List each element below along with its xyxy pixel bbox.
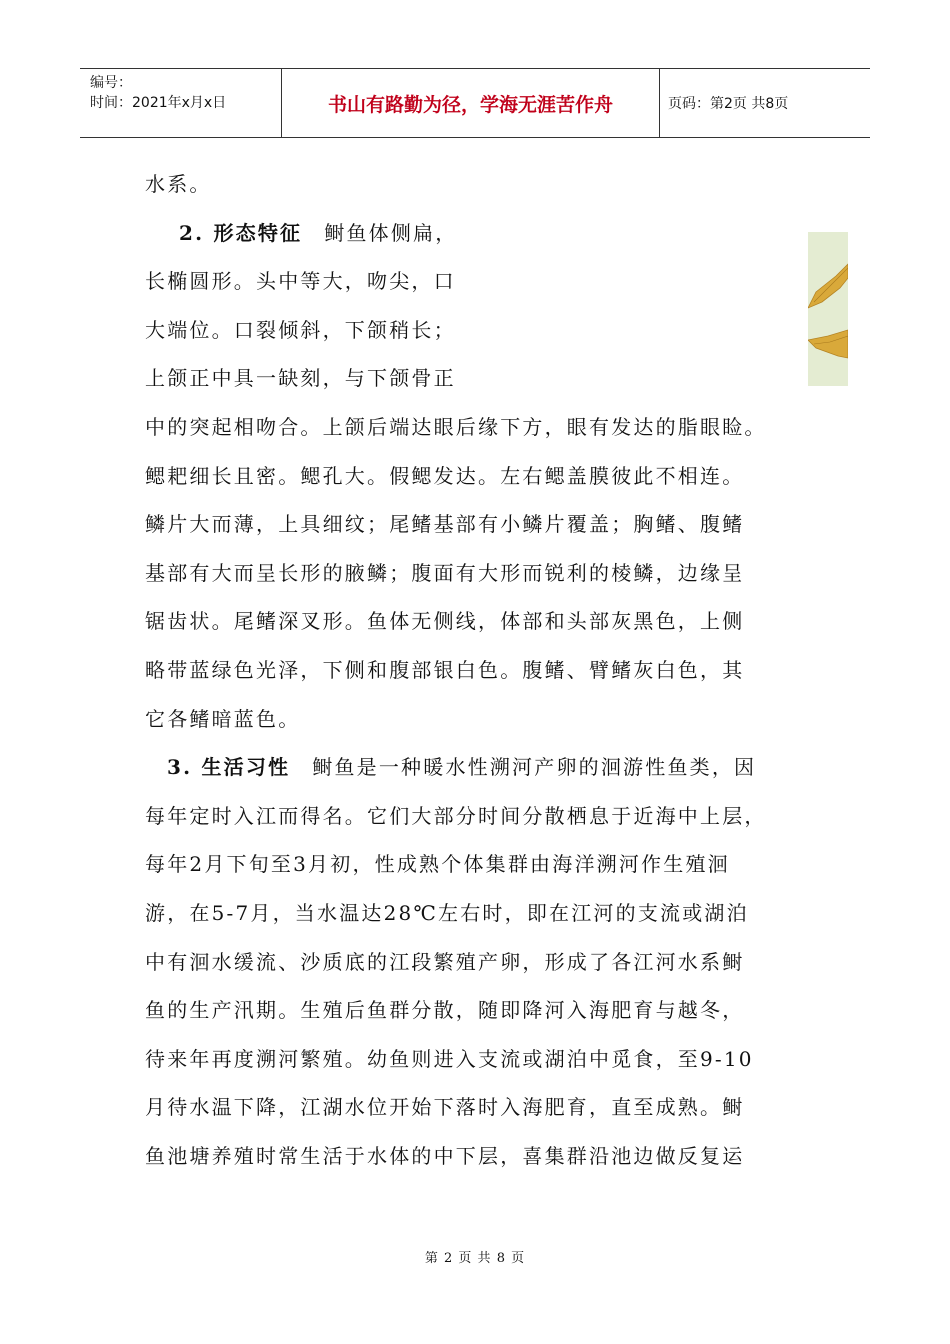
text-line: 水系。 — [145, 172, 212, 196]
text-line: 鱼池塘养殖时常生活于水体的中下层，喜集群沿池边做反复运 — [145, 1143, 745, 1168]
text-line: 大端位。口裂倾斜，下颌稍长； — [145, 317, 456, 342]
text-line: 鳞片大而薄，上具细纹；尾鳍基部有小鳞片覆盖；胸鳍、腹鳍 — [145, 512, 745, 537]
text-line: 月待水温下降，江湖水位开始下落时入海肥育，直至成熟。鲥 — [145, 1095, 745, 1120]
text-line: 它各鳍暗蓝色。 — [145, 706, 301, 731]
text-line: 略带蓝绿色光泽，下侧和腹部银白色。腹鳍、臂鳍灰白色，其 — [145, 657, 745, 682]
number-label: 编号： — [90, 75, 132, 91]
text-line: 上颌正中具一缺刻，与下颌骨正 — [145, 366, 456, 391]
text-line: 待来年再度溯河繁殖。幼鱼则进入支流或湖泊中觅食，至9-10 — [145, 1046, 754, 1071]
page-footer — [0, 1247, 950, 1266]
section-2-heading: 2. 形态特征 — [179, 220, 303, 245]
section-2-text: 鲥鱼体侧扁， — [324, 220, 458, 245]
text-line: 锯齿状。尾鳍深叉形。鱼体无侧线，体部和头部灰黑色，上侧 — [145, 609, 745, 634]
fish-fin-graphic — [808, 232, 848, 386]
section-3-text: 鲥鱼是一种暖水性溯河产卵的洄游性鱼类，因 — [312, 755, 757, 780]
footer-page-number: 第 2 页 共 8 页 — [424, 1251, 526, 1266]
text-line: 中有洄水缓流、沙质底的江段繁殖产卵，形成了各江河水系鲥 — [145, 949, 745, 974]
text-line: 每年定时入江而得名。它们大部分时间分散栖息于近海中上层， — [145, 803, 767, 828]
body-text — [145, 160, 805, 1180]
text-line: 鳃耙细长且密。鳃孔大。假鳃发达。左右鳃盖膜彼此不相连。 — [145, 463, 745, 488]
fish-fin-image — [808, 232, 848, 386]
page-header — [80, 68, 870, 138]
motto-text: 书山有路勤为径，学海无涯苦作舟 — [327, 93, 613, 116]
section-3-heading: 3. 生活习性 — [167, 755, 291, 780]
text-line: 游，在5-7月，当水温达28℃左右时，即在江河的支流或湖泊 — [145, 900, 749, 925]
text-line: 每年2月下旬至3月初，性成熟个体集群由海洋溯河作生殖洄 — [145, 852, 730, 877]
page-info: 页码：第2页 共8页 — [668, 96, 789, 112]
section-2-line — [145, 209, 805, 258]
text-line: 中的突起相吻合。上颌后端达眼后缘下方，眼有发达的脂眼睑。 — [145, 414, 767, 439]
header-motto-cell — [282, 69, 660, 137]
time-label: 时间：2021年x月x日 — [90, 95, 227, 111]
text-line: 长椭圆形。头中等大，吻尖，口 — [145, 269, 456, 294]
section-3-line — [145, 743, 805, 792]
text-line: 基部有大而呈长形的腋鳞；腹面有大形而锐利的棱鳞，边缘呈 — [145, 560, 745, 585]
text-line: 鱼的生产汛期。生殖后鱼群分散，随即降河入海肥育与越冬， — [145, 998, 745, 1023]
header-page-cell — [660, 69, 870, 137]
header-meta-cell — [80, 69, 282, 137]
